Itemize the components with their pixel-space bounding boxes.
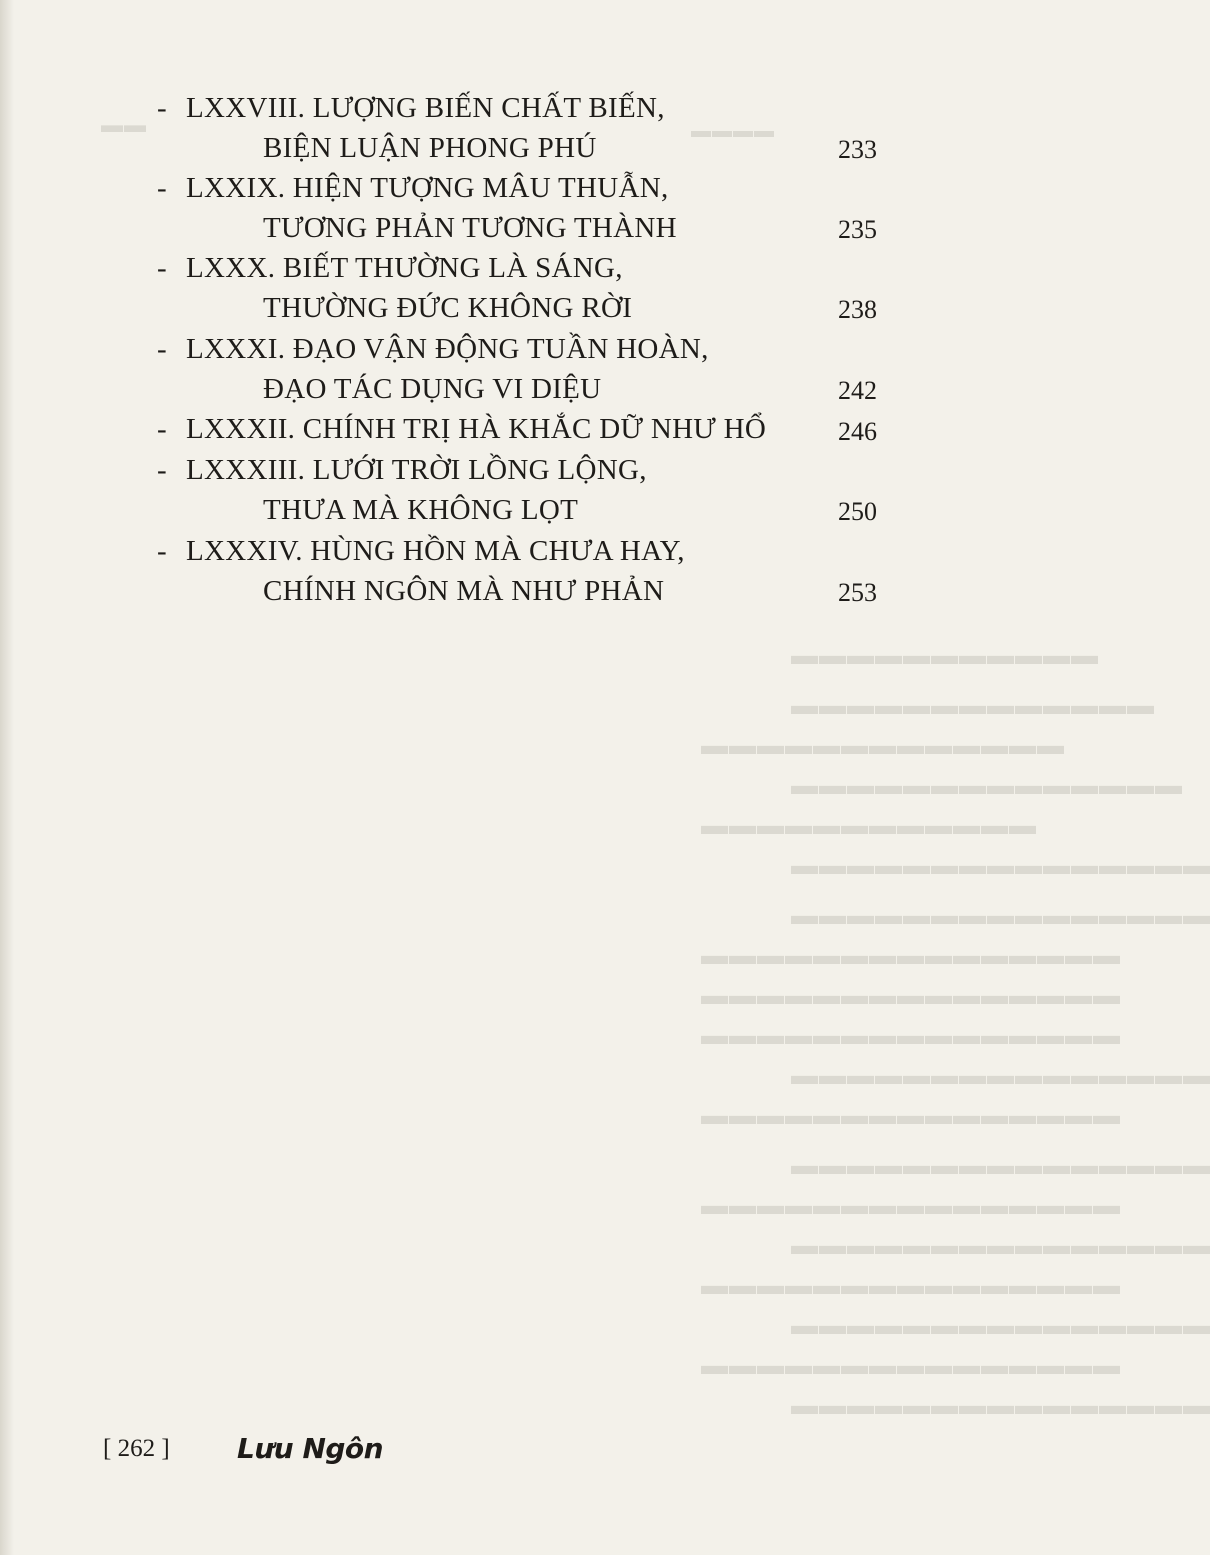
entry-dash: -: [157, 535, 167, 567]
bleed-through-line: ▬▬▬▬▬▬▬▬▬▬▬▬▬▬▬: [790, 1150, 1210, 1180]
entry-title-line2: CHÍNH NGÔN MÀ NHƯ PHẢN: [263, 575, 665, 607]
bleed-through-line: ▬▬▬▬▬▬▬▬▬▬▬▬▬: [700, 730, 1064, 760]
entry-dash: -: [157, 413, 167, 445]
entry-title-line2: TƯƠNG PHẢN TƯƠNG THÀNH: [263, 212, 677, 244]
entry-title-line2: THƯA MÀ KHÔNG LỌT: [263, 494, 579, 526]
bleed-through-line: ▬▬▬▬▬▬▬▬▬▬▬▬▬▬▬: [790, 1060, 1210, 1090]
bleed-through-line: ▬▬▬▬▬▬▬▬▬▬▬▬▬▬▬: [700, 1190, 1120, 1220]
entry-title-line2: THƯỜNG ĐỨC KHÔNG RỜI: [263, 292, 633, 324]
entry-title-line1: LXXXIV. HÙNG HỒN MÀ CHƯA HAY,: [186, 535, 685, 567]
bleed-through-line: ▬▬▬▬▬▬▬▬▬▬▬▬▬▬▬: [790, 900, 1210, 930]
bleed-through-line: ▬▬▬▬▬▬▬▬▬▬▬▬▬▬▬: [700, 1020, 1120, 1050]
entry-page-number: 233: [838, 135, 877, 164]
entry-title-line1: LXXXIII. LƯỚI TRỜI LỒNG LỘNG,: [186, 454, 647, 486]
entry-dash: -: [157, 252, 167, 284]
footer-author: Lưu Ngôn: [237, 1432, 384, 1465]
footer-page-number: [ 262 ]: [103, 1435, 170, 1462]
entry-page-number: 253: [838, 578, 877, 607]
entry-title-line1: LXXIX. HIỆN TƯỢNG MÂU THUẪN,: [186, 172, 669, 204]
bleed-through-line: ▬▬▬▬▬▬▬▬▬▬▬▬▬▬▬: [790, 850, 1210, 880]
entry-title-line2: ĐẠO TÁC DỤNG VI DIỆU: [263, 373, 602, 405]
entry-title-line1: LXXXII. CHÍNH TRỊ HÀ KHẮC DỮ NHƯ HỔ: [186, 413, 767, 445]
entry-dash: -: [157, 172, 167, 204]
entry-title-line1: LXXVIII. LƯỢNG BIẾN CHẤT BIẾN,: [186, 92, 665, 124]
entry-title-line1: LXXX. BIẾT THƯỜNG LÀ SÁNG,: [186, 252, 623, 284]
entry-title-line1: LXXXI. ĐẠO VẬN ĐỘNG TUẦN HOÀN,: [186, 333, 709, 365]
entry-title-line2: BIỆN LUẬN PHONG PHÚ: [263, 132, 597, 164]
bleed-through-line: ▬▬▬▬▬▬▬▬▬▬▬▬▬▬▬: [790, 1390, 1210, 1420]
page-edge: [0, 0, 14, 1555]
bleed-through-line: ▬▬▬▬▬▬▬▬▬▬▬▬▬▬▬: [700, 940, 1120, 970]
bleed-through-line: ▬▬: [100, 112, 146, 137]
entry-page-number: 246: [838, 417, 877, 446]
entry-dash: -: [157, 92, 167, 124]
bleed-through-line: ▬▬▬▬▬▬▬▬▬▬▬▬▬▬▬: [700, 1270, 1120, 1300]
bleed-through-line: ▬▬▬▬▬▬▬▬▬▬▬: [790, 640, 1098, 670]
entry-dash: -: [157, 333, 167, 365]
bleed-through-line: ▬▬▬▬▬▬▬▬▬▬▬▬▬▬▬: [700, 1100, 1120, 1130]
bleed-through-line: ▬▬▬▬▬▬▬▬▬▬▬▬▬▬: [790, 770, 1182, 800]
entry-page-number: 235: [838, 215, 877, 244]
bleed-through-line: ▬▬▬▬: [690, 120, 774, 142]
bleed-through-line: ▬▬▬▬▬▬▬▬▬▬▬▬▬▬▬: [790, 1310, 1210, 1340]
entry-page-number: 238: [838, 295, 877, 324]
bleed-through-line: ▬▬▬▬▬▬▬▬▬▬▬▬▬: [790, 690, 1154, 720]
bleed-through-line: ▬▬▬▬▬▬▬▬▬▬▬▬: [700, 810, 1036, 840]
entry-dash: -: [157, 454, 167, 486]
entry-page-number: 242: [838, 376, 877, 405]
bleed-through-line: ▬▬▬▬▬▬▬▬▬▬▬▬▬▬▬: [790, 1230, 1210, 1260]
entry-page-number: 250: [838, 497, 877, 526]
bleed-through-line: ▬▬▬▬▬▬▬▬▬▬▬▬▬▬▬: [700, 980, 1120, 1010]
bleed-through-line: ▬▬▬▬▬▬▬▬▬▬▬▬▬▬▬: [700, 1350, 1120, 1380]
